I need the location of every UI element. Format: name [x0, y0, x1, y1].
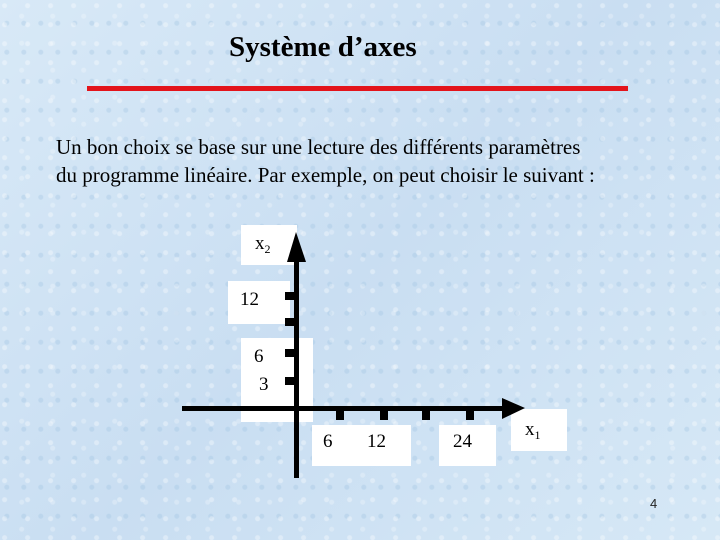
y-axis-line: [294, 256, 299, 478]
x-axis-arrow: [502, 398, 525, 419]
y-tick-label-12: 12: [240, 289, 259, 310]
paragraph-line-1: Un bon choix se base sur une lecture des différents paramètres: [56, 135, 581, 159]
y-tick-6: [285, 349, 295, 357]
y-tick-label-3: 3: [259, 374, 269, 395]
x-tick-6: [336, 410, 344, 420]
y-axis-label-sub: 2: [264, 242, 271, 256]
x-tick-12: [380, 410, 388, 420]
x-tick-label-24: 24: [453, 431, 472, 452]
x-tick-label-12: 12: [367, 431, 386, 452]
page-number: 4: [650, 496, 658, 511]
x-tick-18: [422, 410, 430, 420]
x-axis-label-base: x: [525, 419, 535, 440]
x-tick-24: [466, 410, 474, 420]
y-tick-12: [285, 292, 295, 300]
x-axis-line: [182, 406, 510, 411]
y-axis-label-base: x: [255, 233, 265, 254]
y-tick-9: [285, 318, 295, 326]
y-tick-label-6: 6: [254, 346, 264, 367]
x-axis-label-sub: 1: [534, 428, 541, 442]
paragraph-line-2: du programme linéaire. Par exemple, on peut choisir le suivant :: [56, 163, 595, 187]
slide-title: Système d’axes: [229, 31, 417, 63]
x-tick-label-6: 6: [323, 431, 333, 452]
y-tick-3: [285, 377, 295, 385]
y-axis-arrow: [287, 232, 306, 262]
